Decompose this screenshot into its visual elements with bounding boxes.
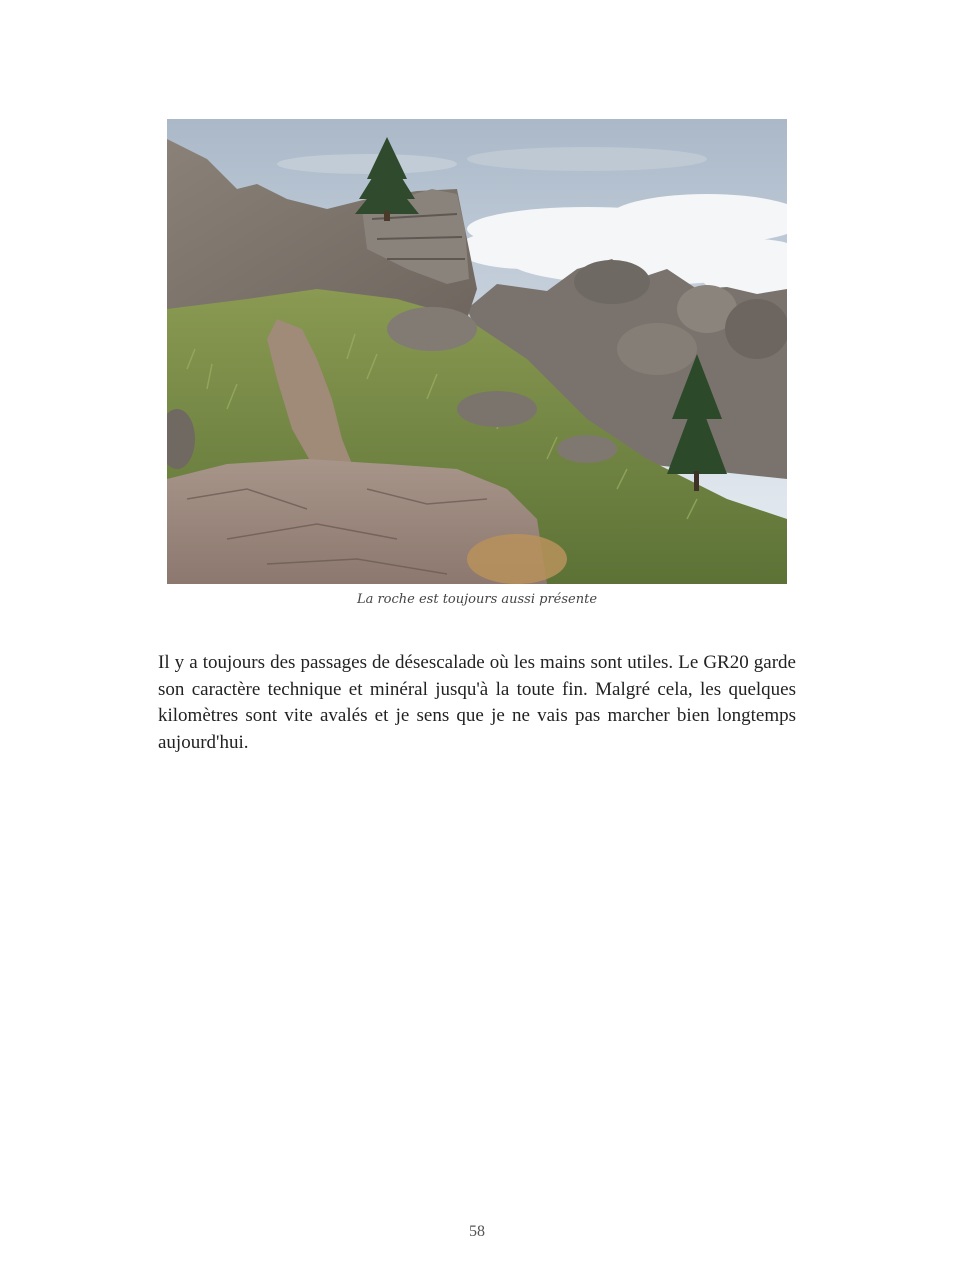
page-number: 58 xyxy=(469,1223,485,1240)
figure-caption: La roche est toujours aussi présente xyxy=(356,592,598,607)
body-paragraph: Il y a toujours des passages de désescalade où les mains sont utiles. Le GR20 garde son caractère technique et minéral jusqu'à la toute fin. Malgré cela, les quelques kilomètres sont vite avalés et je sens que je ne vais pas marcher bien longtemps aujourd'hui. xyxy=(158,652,796,753)
mountain-trail-photo xyxy=(167,119,787,584)
photo-illustration xyxy=(167,119,787,584)
